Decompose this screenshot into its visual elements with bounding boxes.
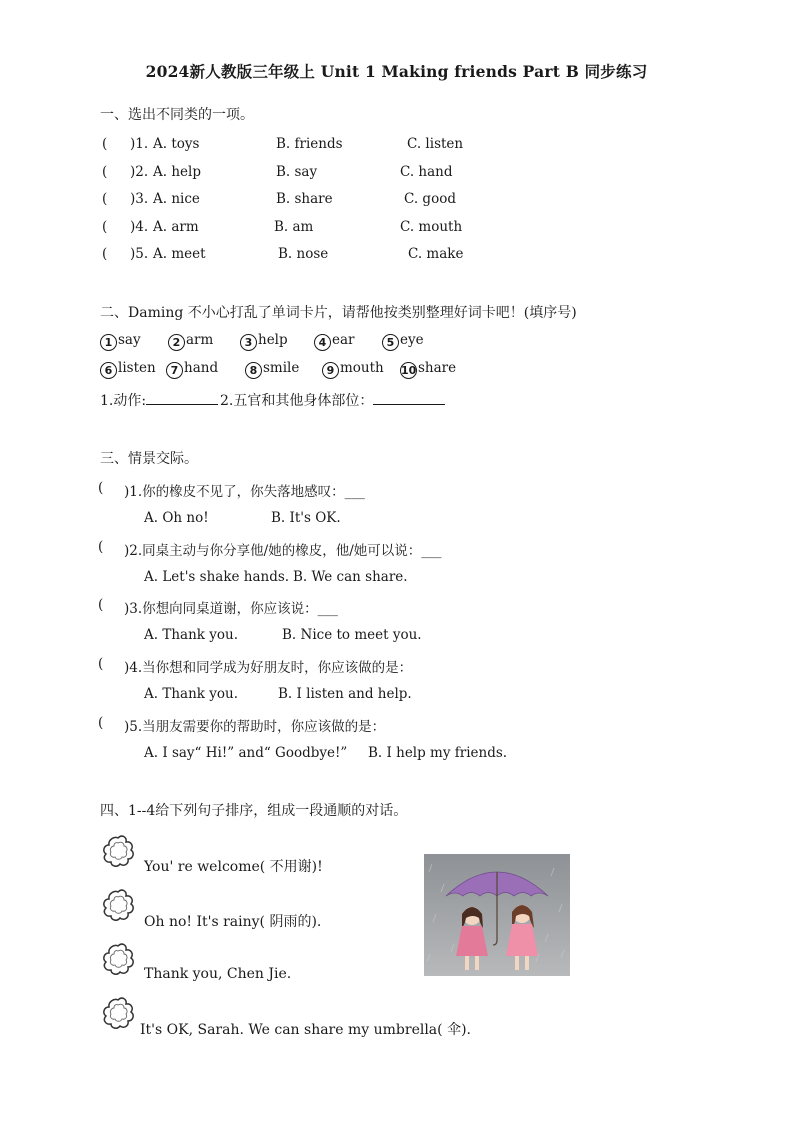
word: smile xyxy=(263,360,300,376)
option-b: B. friends xyxy=(276,136,343,152)
flower-answer-box-4[interactable] xyxy=(100,996,136,1030)
answer-paren[interactable]: ( xyxy=(98,480,104,496)
option-c: C. good xyxy=(404,191,456,207)
question-number: )2. xyxy=(130,164,149,180)
word: mouth xyxy=(340,360,384,376)
word-card xyxy=(382,332,424,351)
word-card xyxy=(314,332,355,351)
section4-heading: 四、1--4给下列句子排序，组成一段通顺的对话。 xyxy=(100,803,408,819)
option-a: A. Thank you. xyxy=(144,627,238,643)
answer-paren[interactable]: ( xyxy=(98,597,104,613)
circled-number: 10 xyxy=(401,364,417,377)
flower-answer-box-2[interactable] xyxy=(100,888,136,922)
page-title: 2024新人教版三年级上 Unit 1 Making friends Part B 同步练习 xyxy=(145,62,648,81)
answer-paren[interactable]: ( xyxy=(102,136,108,152)
word-card xyxy=(168,332,213,351)
umbrella-illustration xyxy=(424,854,570,976)
answer-paren[interactable]: ( xyxy=(102,164,108,180)
category-body-parts xyxy=(220,390,445,410)
section2-heading: 二、Daming 不小心打乱了单词卡片，请帮他按类别整理好词卡吧！(填序号) xyxy=(100,305,577,321)
option-c: C. mouth xyxy=(400,219,463,235)
word-card xyxy=(400,360,456,379)
option-b: B. I help my friends. xyxy=(368,745,508,761)
word-card xyxy=(100,360,156,379)
question-number: )4. xyxy=(130,219,149,235)
flower-answer-box-1[interactable] xyxy=(100,834,136,868)
word-card xyxy=(240,332,288,351)
question-text: )5.当朋友需要你的帮助时，你应该做的是： xyxy=(124,719,386,735)
word: say xyxy=(118,332,141,348)
answer-paren[interactable]: ( xyxy=(98,715,104,731)
word: help xyxy=(258,332,288,348)
circled-number: 5 xyxy=(382,334,399,351)
circled-number: 2 xyxy=(168,334,185,351)
circled-number: 1 xyxy=(100,334,117,351)
dialogue-sentence-4: It's OK, Sarah. We can share my umbrella( 伞). xyxy=(140,1022,471,1038)
option-b: B. say xyxy=(276,164,318,180)
option-b: B. It's OK. xyxy=(271,510,341,526)
word: eye xyxy=(400,332,424,348)
question-text: )1.你的橡皮不见了，你失落地感叹：___ xyxy=(124,484,365,500)
word: arm xyxy=(186,332,214,348)
answer-paren[interactable]: ( xyxy=(102,219,108,235)
category-actions xyxy=(100,390,218,410)
answer-blank-2[interactable] xyxy=(373,392,445,405)
question-number: )3. xyxy=(130,191,149,207)
option-a: A. arm xyxy=(153,219,199,235)
dialogue-sentence-3: Thank you, Chen Jie. xyxy=(144,966,292,982)
word: ear xyxy=(332,332,355,348)
word-card xyxy=(100,332,141,351)
word-card xyxy=(166,360,218,379)
option-a: A. help xyxy=(153,164,201,180)
word-card xyxy=(322,360,384,379)
circled-number: 3 xyxy=(240,334,257,351)
option-a: A. meet xyxy=(153,246,206,262)
answer-paren[interactable]: ( xyxy=(102,246,108,262)
circled-number: 7 xyxy=(166,362,183,379)
option-b: B. am xyxy=(274,219,314,235)
question-text: )3.你想向同桌道谢，你应该说：___ xyxy=(124,601,338,617)
option-b: B. I listen and help. xyxy=(278,686,412,702)
answer-paren[interactable]: ( xyxy=(98,539,104,555)
question-number: )1. xyxy=(130,136,149,152)
circled-number: 9 xyxy=(322,362,339,379)
category-label: 2.五官和其他身体部位： xyxy=(220,393,374,409)
option-a: A. toys xyxy=(153,136,200,152)
option-a: A. I say“ Hi!” and“ Goodbye!” xyxy=(144,745,348,761)
option-b: B. Nice to meet you. xyxy=(282,627,422,643)
answer-paren[interactable]: ( xyxy=(98,656,104,672)
answer-paren[interactable]: ( xyxy=(102,191,108,207)
circled-number: 4 xyxy=(314,334,331,351)
category-label: 1.动作: xyxy=(100,393,147,409)
option-a: A. Thank you. xyxy=(144,686,238,702)
option-b: B. share xyxy=(276,191,333,207)
option-b: B. We can share. xyxy=(293,569,408,585)
option-c: C. hand xyxy=(400,164,453,180)
word: hand xyxy=(184,360,219,376)
word: listen xyxy=(118,360,156,376)
question-text: )4.当你想和同学成为好朋友时，你应该做的是： xyxy=(124,660,413,676)
answer-blank-1[interactable] xyxy=(146,392,218,405)
dialogue-sentence-1: You' re welcome( 不用谢)! xyxy=(144,859,323,875)
option-c: C. listen xyxy=(407,136,464,152)
word: share xyxy=(418,360,457,376)
question-number: )5. xyxy=(130,246,149,262)
section3-heading: 三、情景交际。 xyxy=(100,451,198,467)
section1-heading: 一、选出不同类的一项。 xyxy=(100,107,254,123)
question-text: )2.同桌主动与你分享他/她的橡皮，他/她可以说：___ xyxy=(124,543,442,559)
circled-number: 8 xyxy=(245,362,262,379)
option-a: A. Oh no! xyxy=(144,510,209,526)
option-c: C. make xyxy=(408,246,464,262)
circled-number: 6 xyxy=(100,362,117,379)
option-b: B. nose xyxy=(278,246,329,262)
option-a: A. nice xyxy=(153,191,200,207)
word-card xyxy=(245,360,299,379)
option-a: A. Let's shake hands. xyxy=(144,569,290,585)
dialogue-sentence-2: Oh no! It's rainy( 阴雨的). xyxy=(144,914,322,930)
flower-answer-box-3[interactable] xyxy=(100,942,136,976)
